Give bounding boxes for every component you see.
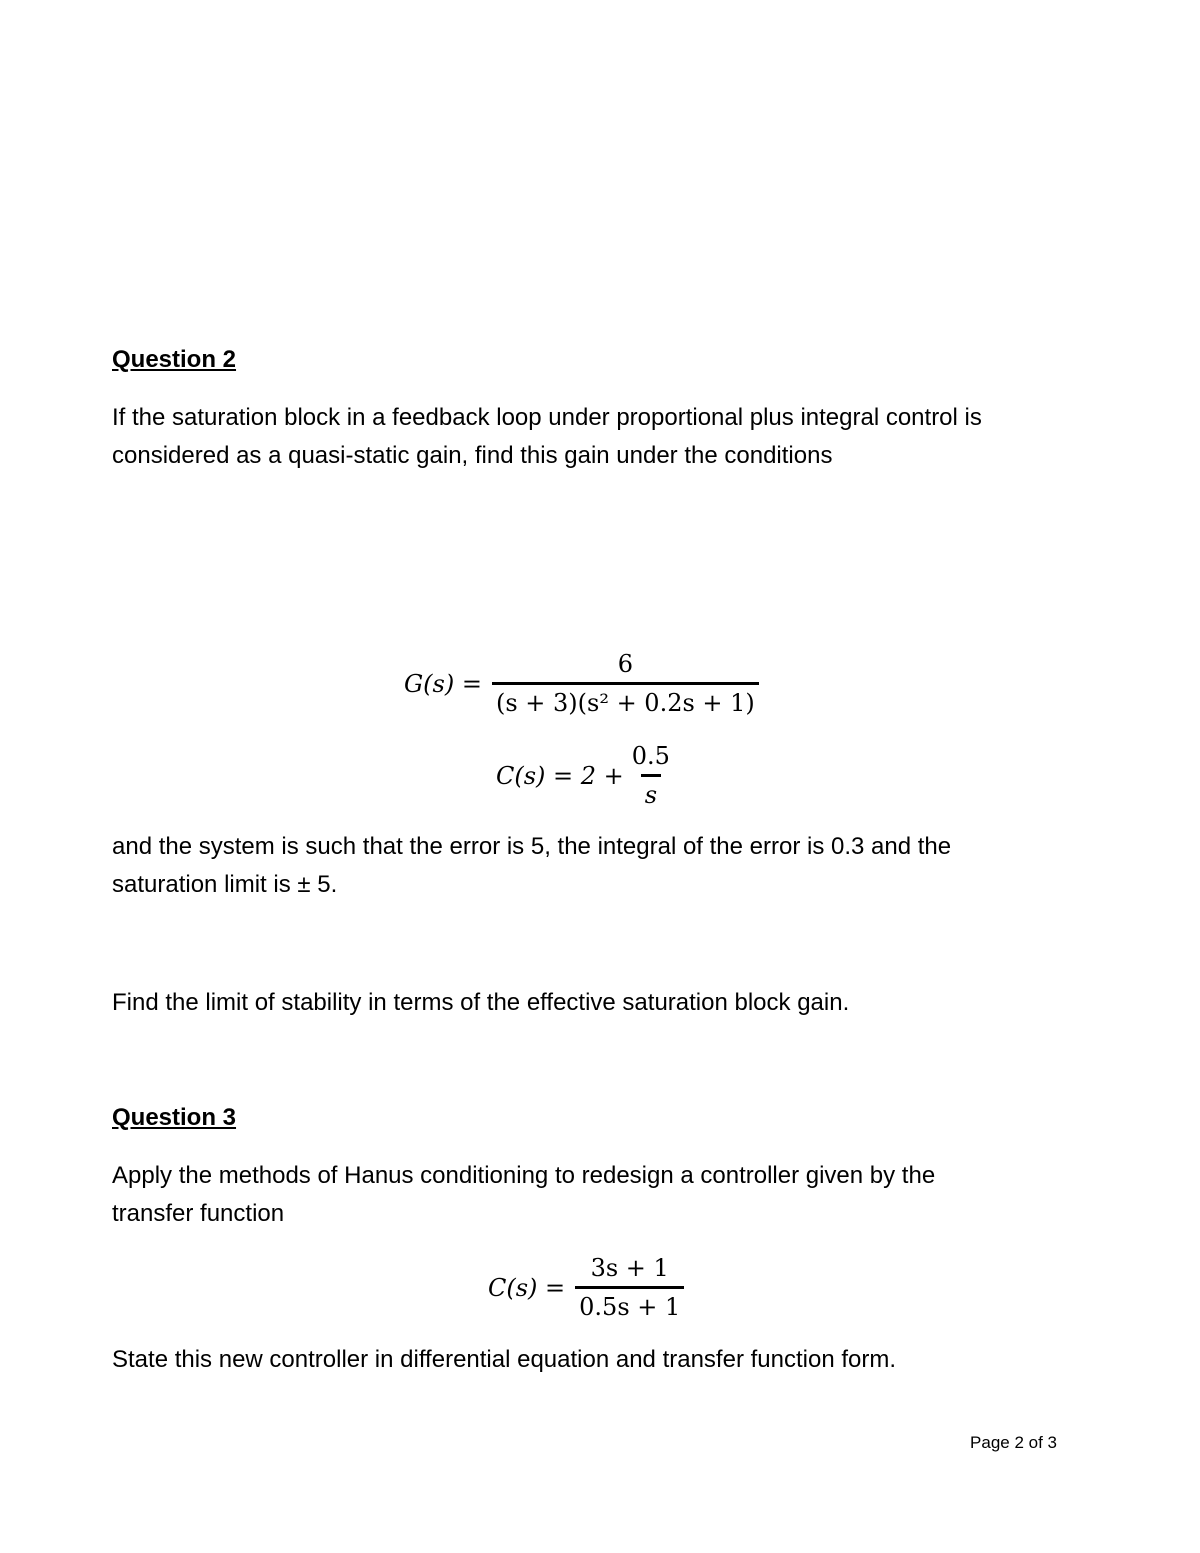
equation-g-of-s: [404, 650, 759, 717]
page-number: Page 2 of 3: [970, 1433, 1057, 1452]
question-2-conditions-line-2: saturation limit is ± 5.: [112, 871, 338, 898]
equation-g-fraction: [492, 650, 759, 717]
question-2-intro-line-1: If the saturation block in a feedback loop under proportional plus integral control is: [112, 404, 982, 431]
equation-c-hanus-fraction: [575, 1254, 684, 1321]
question-2-conditions: [112, 828, 1072, 904]
equation-c-hanus-numerator: 3s + 1: [590, 1254, 669, 1282]
question-3-intro-line-2: transfer function: [112, 1200, 285, 1227]
equation-c-hanus-denominator: 0.5s + 1: [575, 1286, 684, 1321]
question-2-intro: [112, 399, 1072, 475]
equation-g-denominator: (s + 3)(s² + 0.2s + 1): [492, 682, 759, 717]
equation-g-numerator: 6: [617, 650, 634, 678]
question-2-intro-line-2: considered as a quasi-static gain, find this gain under the conditions: [112, 442, 833, 469]
equation-c-pi-lhs: C(s) = 2 +: [496, 761, 624, 790]
equation-c-pi-fraction: [628, 742, 674, 809]
question-3-heading: Question 3: [112, 1104, 237, 1131]
equation-g-lhs: G(s) =: [404, 669, 482, 698]
equation-c-hanus-lhs: C(s) =: [488, 1273, 566, 1302]
equation-c-pi-numerator: 0.5: [631, 742, 670, 770]
equation-c-pi-denominator: s: [641, 774, 661, 809]
question-2-conditions-line-1: and the system is such that the error is 5, the integral of the error is 0.3 and the: [112, 833, 952, 860]
question-2-heading: Question 2: [112, 346, 237, 373]
question-3-intro-line-1: Apply the methods of Hanus conditioning to redesign a controller given by the: [112, 1162, 936, 1189]
question-2-stability: Find the limit of stability in terms of the effective saturation block gain.: [112, 989, 850, 1016]
equation-c-of-s-pi: [496, 742, 674, 809]
question-3-closing: State this new controller in differential equation and transfer function form.: [112, 1346, 896, 1373]
equation-c-of-s-hanus: [488, 1254, 684, 1321]
question-3-intro: [112, 1157, 1072, 1233]
